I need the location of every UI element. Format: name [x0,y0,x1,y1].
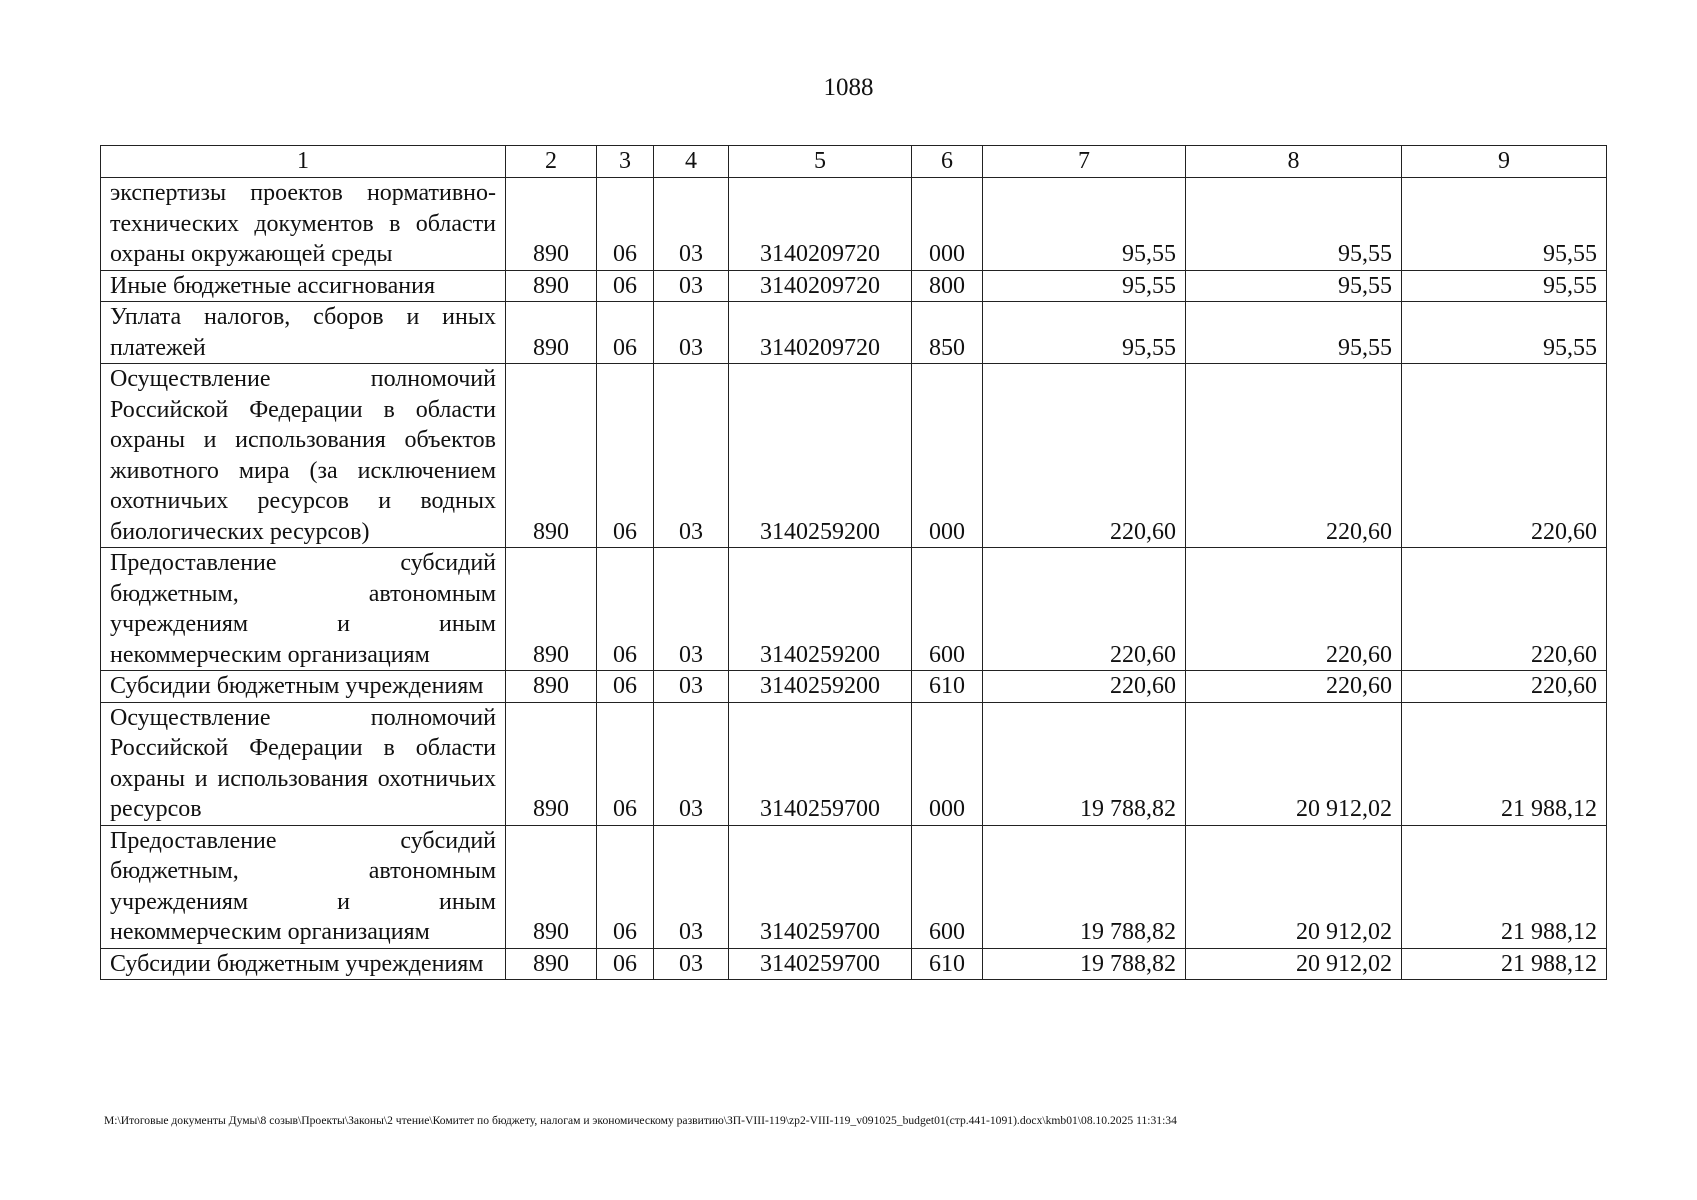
target-article-code: 3140259200 [729,548,912,671]
table-row [101,364,1607,548]
row-description: Субсидии бюджетным учреждениям [101,671,506,703]
subsection-code: 03 [654,364,729,548]
section-code: 06 [597,178,654,271]
amount-col8: 220,60 [1186,364,1402,548]
expense-type-code: 600 [912,548,983,671]
subsection-code: 03 [654,302,729,364]
page-number: 1088 [823,74,874,101]
row-description: Уплата налогов, сборов и иных платежей [101,302,506,364]
ministry-code: 890 [506,548,597,671]
amount-col7: 19 788,82 [983,702,1186,825]
section-code: 06 [597,548,654,671]
expense-type-code: 000 [912,364,983,548]
section-code: 06 [597,270,654,302]
row-description: Предоставление субсидий бюджетным, автономным учреждениям и иным некоммерческим организациям [101,825,506,948]
table-row [101,825,1607,948]
column-header: 2 [506,146,597,178]
expense-type-code: 610 [912,948,983,980]
section-code: 06 [597,671,654,703]
ministry-code: 890 [506,948,597,980]
expense-type-code: 800 [912,270,983,302]
expense-type-code: 610 [912,671,983,703]
amount-col7: 95,55 [983,178,1186,271]
target-article-code: 3140259200 [729,671,912,703]
amount-col9: 220,60 [1402,364,1607,548]
column-header: 3 [597,146,654,178]
amount-col9: 95,55 [1402,178,1607,271]
amount-col7: 95,55 [983,302,1186,364]
ministry-code: 890 [506,702,597,825]
row-description: экспертизы проектов нормативно-технических документов в области охраны окружающей среды [101,178,506,271]
table-row [101,702,1607,825]
column-header: 1 [101,146,506,178]
target-article-code: 3140259700 [729,948,912,980]
expense-type-code: 600 [912,825,983,948]
amount-col8: 20 912,02 [1186,825,1402,948]
expense-type-code: 000 [912,178,983,271]
section-code: 06 [597,302,654,364]
budget-table [100,145,1607,980]
row-description: Осуществление полномочий Российской Федерации в области охраны и использования охотничьих ресурсов [101,702,506,825]
amount-col9: 95,55 [1402,270,1607,302]
amount-col9: 220,60 [1402,548,1607,671]
target-article-code: 3140259700 [729,702,912,825]
subsection-code: 03 [654,178,729,271]
subsection-code: 03 [654,948,729,980]
amount-col7: 19 788,82 [983,825,1186,948]
section-code: 06 [597,702,654,825]
ministry-code: 890 [506,671,597,703]
subsection-code: 03 [654,548,729,671]
column-header: 5 [729,146,912,178]
row-description: Осуществление полномочий Российской Федерации в области охраны и использования объектов животного мира (за исключением охотничьих ресурсов и водных биологических ресурсов) [101,364,506,548]
amount-col9: 21 988,12 [1402,702,1607,825]
target-article-code: 3140259700 [729,825,912,948]
section-code: 06 [597,825,654,948]
table-row [101,302,1607,364]
column-header: 8 [1186,146,1402,178]
column-header: 7 [983,146,1186,178]
amount-col9: 21 988,12 [1402,825,1607,948]
row-description: Иные бюджетные ассигнования [101,270,506,302]
amount-col8: 220,60 [1186,548,1402,671]
ministry-code: 890 [506,825,597,948]
expense-type-code: 000 [912,702,983,825]
amount-col7: 19 788,82 [983,948,1186,980]
document-file-path: М:\Итоговые документы Думы\8 созыв\Проекты\Законы\2 чтение\Комитет по бюджету, налогам и экономическому развитию\ЗП-VIII-119\zp2-VIII-119_v091025_budget01(стр.441-1091).docx\kmb01\08.10.2025 11:31:34 [104,1114,1177,1127]
section-code: 06 [597,364,654,548]
amount-col8: 95,55 [1186,302,1402,364]
target-article-code: 3140209720 [729,270,912,302]
ministry-code: 890 [506,302,597,364]
amount-col7: 220,60 [983,364,1186,548]
amount-col8: 220,60 [1186,671,1402,703]
table-row [101,178,1607,271]
subsection-code: 03 [654,702,729,825]
amount-col7: 220,60 [983,548,1186,671]
row-description: Субсидии бюджетным учреждениям [101,948,506,980]
ministry-code: 890 [506,364,597,548]
table-row [101,548,1607,671]
column-header: 4 [654,146,729,178]
amount-col9: 95,55 [1402,302,1607,364]
table-row [101,948,1607,980]
amount-col7: 220,60 [983,671,1186,703]
amount-col8: 20 912,02 [1186,948,1402,980]
table-row [101,270,1607,302]
table-row [101,671,1607,703]
target-article-code: 3140259200 [729,364,912,548]
table-header-row [101,146,1607,178]
amount-col8: 95,55 [1186,270,1402,302]
amount-col8: 20 912,02 [1186,702,1402,825]
column-header: 6 [912,146,983,178]
amount-col9: 21 988,12 [1402,948,1607,980]
ministry-code: 890 [506,270,597,302]
column-header: 9 [1402,146,1607,178]
row-description: Предоставление субсидий бюджетным, автономным учреждениям и иным некоммерческим организациям [101,548,506,671]
amount-col7: 95,55 [983,270,1186,302]
target-article-code: 3140209720 [729,178,912,271]
amount-col8: 95,55 [1186,178,1402,271]
subsection-code: 03 [654,825,729,948]
amount-col9: 220,60 [1402,671,1607,703]
subsection-code: 03 [654,671,729,703]
section-code: 06 [597,948,654,980]
subsection-code: 03 [654,270,729,302]
ministry-code: 890 [506,178,597,271]
target-article-code: 3140209720 [729,302,912,364]
expense-type-code: 850 [912,302,983,364]
